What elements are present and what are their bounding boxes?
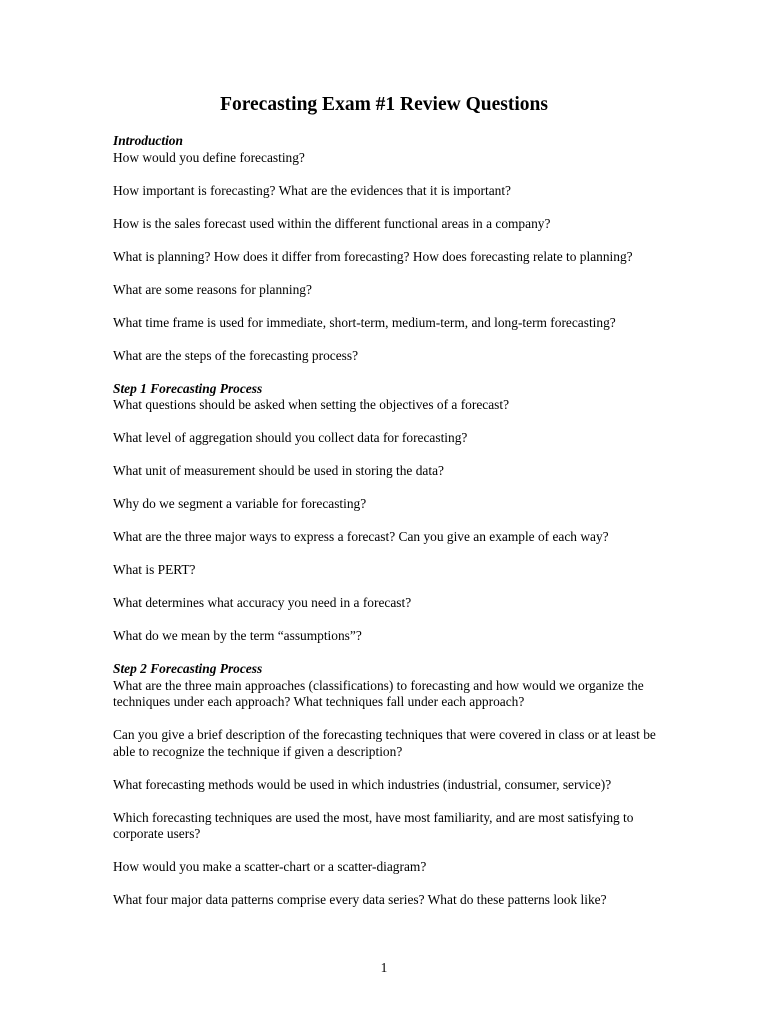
question-item: What are some reasons for planning?: [113, 281, 312, 297]
question-item: What are the three major ways to express a forecast? Can you give an example of each way?: [113, 529, 609, 544]
question-item: How would you define forecasting?: [113, 149, 305, 165]
question-item: How is the sales forecast used within the different functional areas in a company?: [113, 215, 551, 231]
section-heading: Step 1 Forecasting Process: [113, 380, 263, 396]
question-item: What are the steps of the forecasting process?: [113, 347, 359, 363]
question-item: What is PERT?: [113, 562, 196, 577]
question-item: What unit of measurement should be used in storing the data?: [113, 463, 444, 478]
question-item: What four major data patterns comprise every data series? What do these patterns look like?: [113, 892, 607, 907]
question-item: What level of aggregation should you collect data for forecasting?: [113, 430, 468, 445]
question-item: What do we mean by the term “assumptions”?: [113, 628, 362, 643]
question-item: What time frame is used for immediate, short-term, medium-term, and long-term forecasting?: [113, 314, 616, 330]
document-body: [113, 133, 673, 925]
page-number: 1: [380, 960, 388, 975]
section-heading: Introduction: [113, 133, 183, 148]
question-item: What is planning? How does it differ from forecasting? How does forecasting relate to planning?: [113, 248, 633, 264]
question-item: How important is forecasting? What are the evidences that it is important?: [113, 182, 511, 198]
question-item: Can you give a brief description of the forecasting techniques that were covered in class or at least be able to recognize the technique if given a description?: [113, 727, 656, 759]
section-step-1: [113, 381, 673, 645]
page-title: Forecasting Exam #1 Review Questions: [220, 94, 548, 115]
section-heading: Step 2 Forecasting Process: [113, 661, 263, 676]
question-item: What questions should be asked when setting the objectives of a forecast?: [113, 397, 510, 412]
section-step-2: [113, 661, 673, 909]
section-introduction: [113, 133, 673, 364]
question-item: What forecasting methods would be used in which industries (industrial, consumer, service)?: [113, 776, 612, 792]
question-item: What determines what accuracy you need in a forecast?: [113, 595, 412, 610]
question-item: How would you make a scatter-chart or a scatter-diagram?: [113, 859, 427, 874]
question-item: Which forecasting techniques are used the most, have most familiarity, and are most satisfying to corporate users?: [113, 809, 634, 841]
question-item: Why do we segment a variable for forecasting?: [113, 496, 367, 511]
question-item: What are the three main approaches (classifications) to forecasting and how would we organize the techniques under each approach? What techniques fall under each approach?: [113, 677, 644, 709]
